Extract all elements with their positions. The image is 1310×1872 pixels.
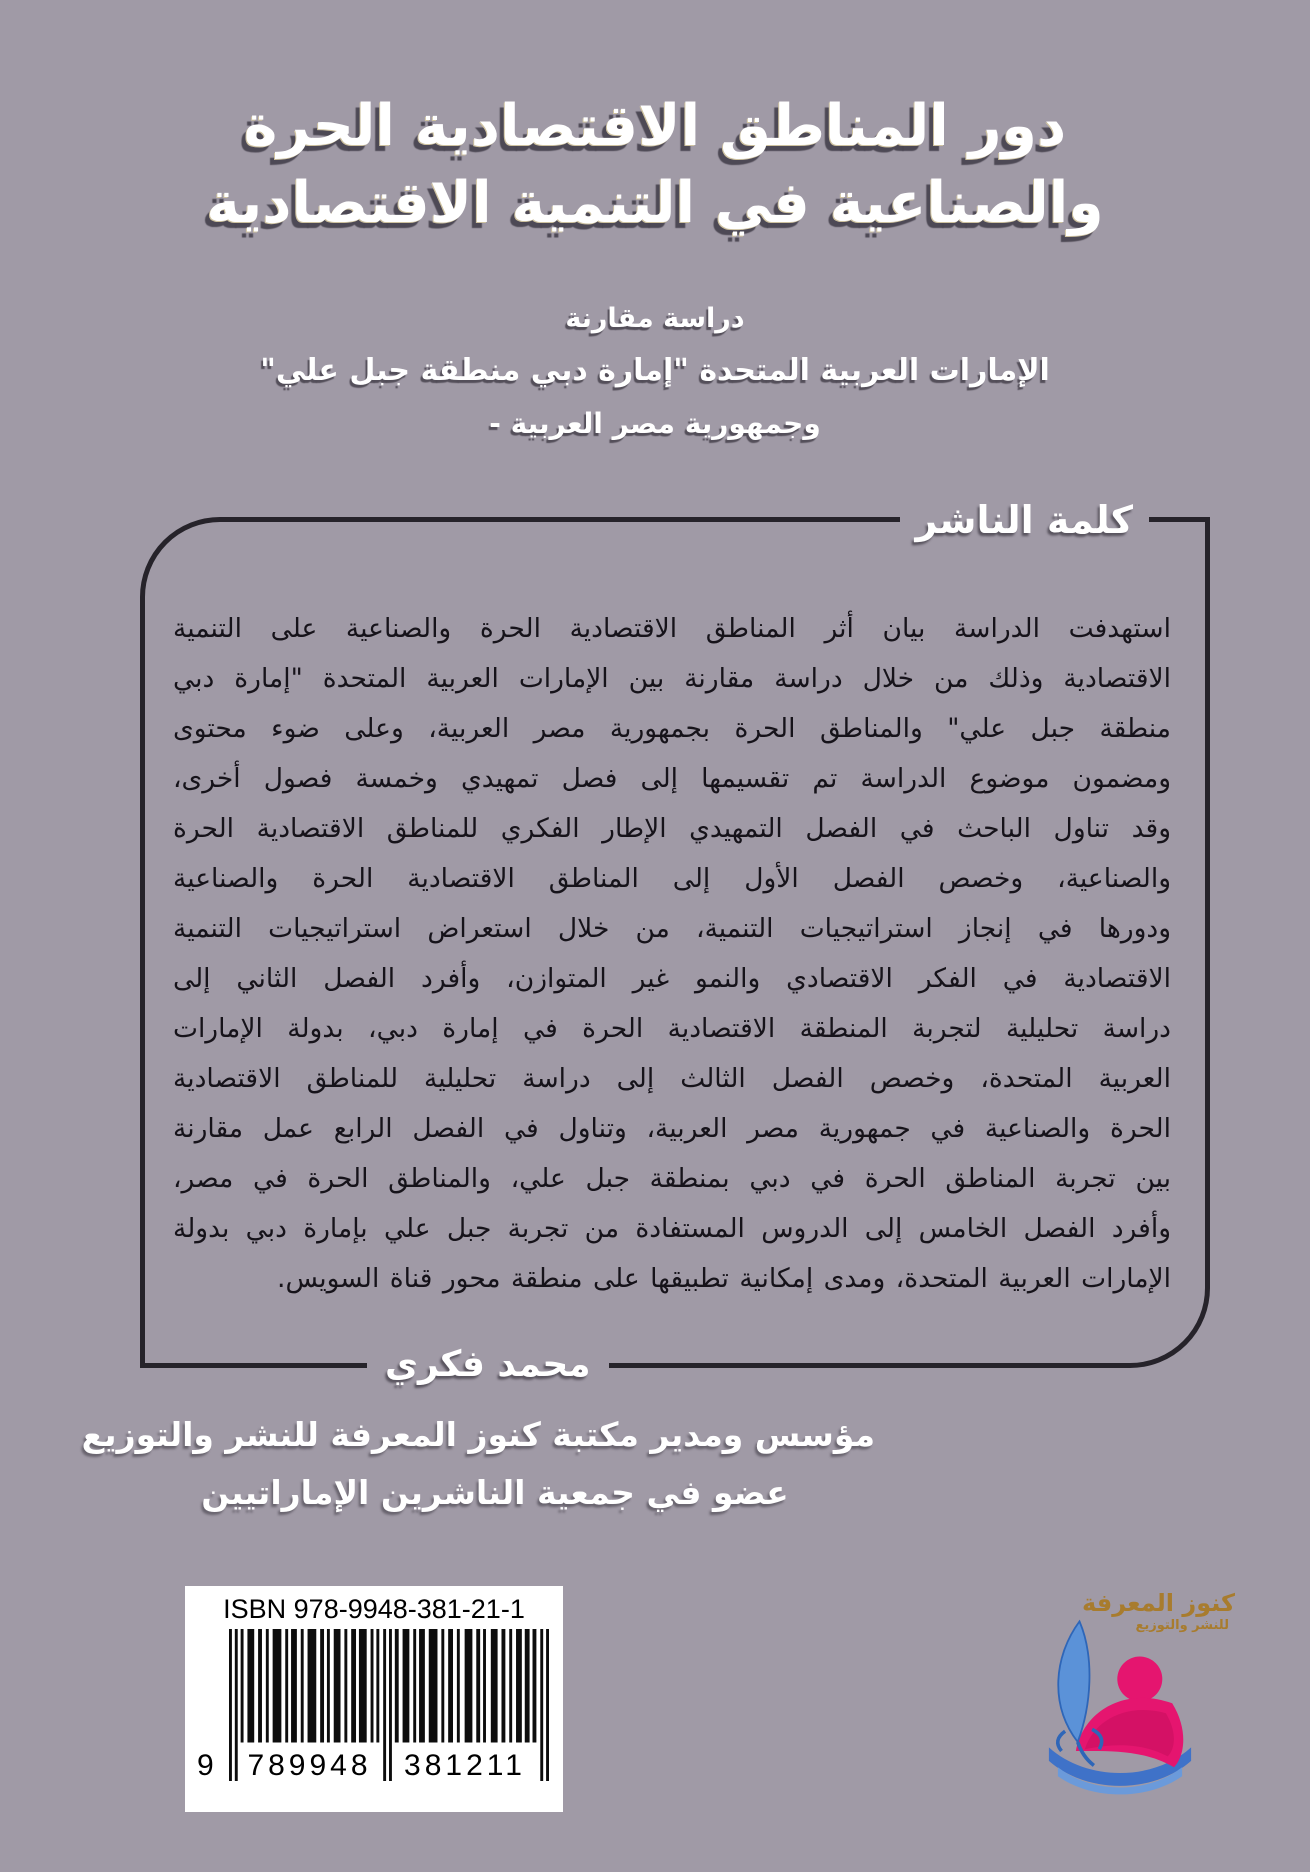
author-name: محمد فكري [367,1339,609,1391]
book-title-line-2: والصناعية في التنمية الاقتصادية [206,170,1104,236]
note-line: ومضمون موضوع الدراسة تم تقسيمها إلى فصل تمهيدي وخمسة فصول أخرى، [173,763,1171,794]
note-line: الاقتصادية في الفكر الاقتصادي والنمو غير المتوازن، وأفرد الفصل الثاني إلى [173,963,1171,994]
note-line: الإمارات العربية المتحدة، ومدى إمكانية تطبيقها على منطقة محور قناة السويس. [277,1263,1171,1294]
publisher-note-text [145,522,1205,1304]
credit-member: عضو في جمعية الناشرين الإماراتيين [201,1473,789,1512]
publisher-logo-name: كنوز المعرفة [1081,1589,1235,1617]
publisher-note-box [140,498,1210,1385]
note-line: وأفرد الفصل الخامس إلى الدروس المستفادة من تجربة جبل علي بإمارة دبي بدولة [173,1213,1171,1244]
isbn-label: ISBN 978-9948-381-21-1 [223,1594,525,1624]
note-line: والصناعية، وخصص الفصل الأول إلى المناطق الاقتصادية الحرة والصناعية [173,863,1171,894]
barcode-digit-first: 9 [197,1749,214,1782]
note-line: ودورها في إنجاز استراتيجيات التنمية، من خلال استعراض استراتيجيات التنمية [173,913,1171,944]
subtitle-uae: الإمارات العربية المتحدة "إمارة دبي منطقة جبل علي" [260,353,1050,388]
credit-founder: مؤسس ومدير مكتبة كنوز المعرفة للنشر والتوزيع [81,1415,875,1454]
reader-figure-icon [1076,1657,1183,1768]
publisher-logo-graphic [1020,1616,1220,1796]
barcode-digit-group-1: 789948 [238,1747,381,1783]
note-line: دراسة تحليلية لتجربة المنطقة الاقتصادية الحرة في إمارة دبي، بدولة الإمارات [173,1013,1171,1044]
barcode-digit-group-2: 381211 [392,1747,538,1783]
note-line: الحرة والصناعية في جمهورية مصر العربية، وتناول في الفصل الرابع عمل مقارنة [173,1113,1171,1144]
note-line: بين تجربة المناطق الحرة في دبي بمنطقة جبل علي، والمناطق الحرة في مصر، [173,1163,1171,1194]
title-block [0,88,1310,242]
publisher-logo [1020,1589,1235,1797]
note-line: استهدفت الدراسة بيان أثر المناطق الاقتصادية الحرة والصناعية على التنمية [173,613,1171,644]
subtitle-egypt: وجمهورية مصر العربية - [489,407,821,440]
subtitle-block [0,294,1310,450]
publisher-logo-tagline: للنشر والتوزيع [1135,1618,1229,1633]
ean-barcode [197,1629,549,1782]
note-line: منطقة جبل علي" والمناطق الحرة بجمهورية مصر العربية، وعلى ضوء محتوى [173,713,1171,744]
note-line: الاقتصادية وذلك من خلال دراسة مقارنة بين الإمارات العربية المتحدة "إمارة دبي [173,663,1171,694]
subtitle-study-type: دراسة مقارنة [565,303,745,334]
isbn-barcode-box [185,1586,563,1812]
note-line: العربية المتحدة، وخصص الفصل الثالث إلى دراسة تحليلية للمناطق الاقتصادية [173,1063,1171,1094]
publisher-note-heading: كلمة الناشر [900,492,1149,548]
note-line: وقد تناول الباحث في الفصل التمهيدي الإطار الفكري للمناطق الاقتصادية الحرة [173,813,1171,844]
author-credits [81,1406,875,1522]
book-title-line-1: دور المناطق الاقتصادية الحرة [243,93,1067,159]
